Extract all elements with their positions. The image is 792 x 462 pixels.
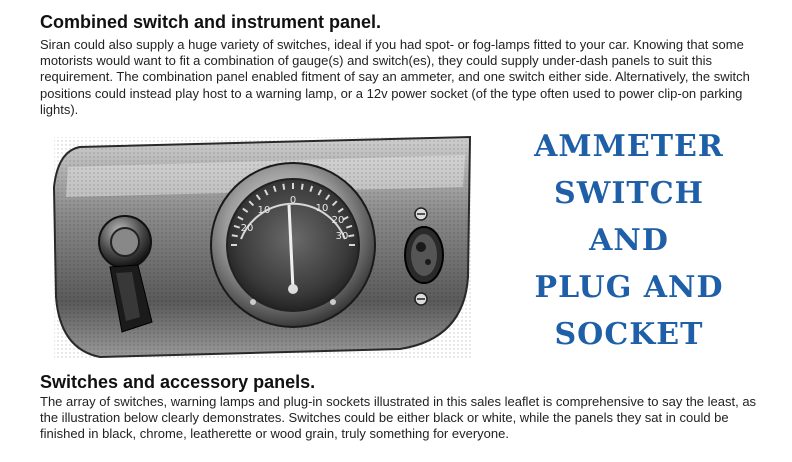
caption-line: PLUG AND: [534, 270, 724, 305]
gauge-tick: [232, 235, 238, 236]
caption-line: SWITCH: [554, 176, 704, 211]
instrument-panel-photo: [40, 127, 488, 365]
caption-line: AMMETER: [534, 129, 724, 164]
section-heading-accessory-panels: Switches and accessory panels.: [40, 372, 316, 392]
screw-icon: [415, 208, 427, 220]
gauge-label: 20: [240, 223, 254, 234]
gauge-label: 10: [257, 205, 271, 216]
gauge-tick: [348, 235, 354, 236]
gauge-label: 0: [289, 195, 297, 206]
gauge-label: 10: [315, 203, 329, 214]
ammeter-gauge: [211, 163, 375, 327]
section-paragraph-accessory-panels: The array of switches, warning lamps and plug-in sockets illustrated in this sales leaflet is comprehensive to say the least, as the illustration below clearly demonstrates. Switches could be either black or white, while the panels they sat in could be finished in black, chrome, leatherette or wood grain, truly something for everyone.: [40, 394, 757, 442]
section-paragraph-combined-panel: Siran could also supply a huge variety of switches, ideal if you had spot- or fog-lamps fitted to your car. Knowing that some motorists would want to fit a combination of gauge(s) and switch(es), they could supply under-dash panels to suit this requirement. The combination panel enabled fitment of say an ammeter, and one switch either side. Alternatively, the switch positions could instead play host to a warning lamp, or a 12v power socket (of the type often used to power clip-on parking lights).: [40, 37, 750, 117]
gauge-label: 20: [331, 215, 345, 226]
power-socket: [405, 227, 443, 283]
section-heading-combined-panel: Combined switch and instrument panel.: [40, 12, 382, 32]
screw-icon: [415, 293, 427, 305]
gauge-tick: [283, 184, 284, 190]
gauge-label: 30: [335, 231, 349, 242]
gauge-tick: [302, 184, 303, 190]
caption-line: SOCKET: [554, 317, 704, 352]
caption-line: AND: [589, 223, 669, 258]
caption-block: [500, 128, 758, 364]
